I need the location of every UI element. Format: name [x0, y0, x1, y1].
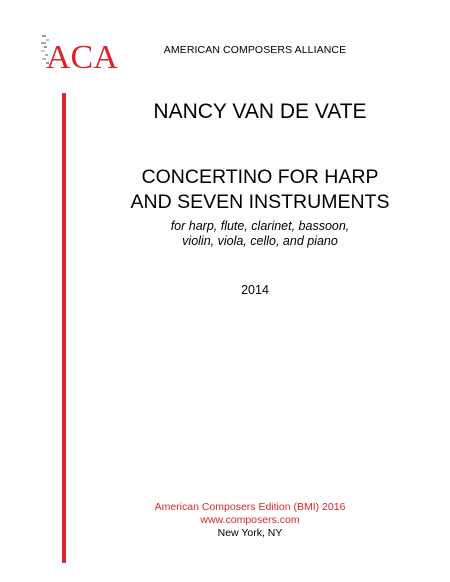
website-link[interactable]: www.composers.com [200, 514, 300, 526]
instrumentation-line-2: violin, viola, cello, and piano [182, 233, 338, 248]
work-title [80, 165, 440, 215]
work-title-line-1: CONCERTINO FOR HARP [141, 166, 379, 188]
publication-footer [130, 501, 370, 540]
composition-year: 2014 [241, 283, 269, 297]
aca-logo-graphic [40, 32, 118, 76]
instrumentation [100, 219, 420, 248]
aca-logo-text: ACA [46, 39, 118, 76]
city-line: New York, NY [217, 527, 283, 539]
red-vertical-rule [62, 93, 66, 563]
instrumentation-line-1: for harp, flute, clarinet, bassoon, [170, 219, 350, 233]
publisher-name: AMERICAN COMPOSERS ALLIANCE [163, 44, 347, 56]
work-title-line-2: AND SEVEN INSTRUMENTS [130, 191, 390, 213]
edition-line: American Composers Edition (BMI) 2016 [154, 501, 346, 513]
composer-name: NANCY VAN DE VATE [153, 100, 367, 123]
aca-logo [40, 32, 118, 76]
